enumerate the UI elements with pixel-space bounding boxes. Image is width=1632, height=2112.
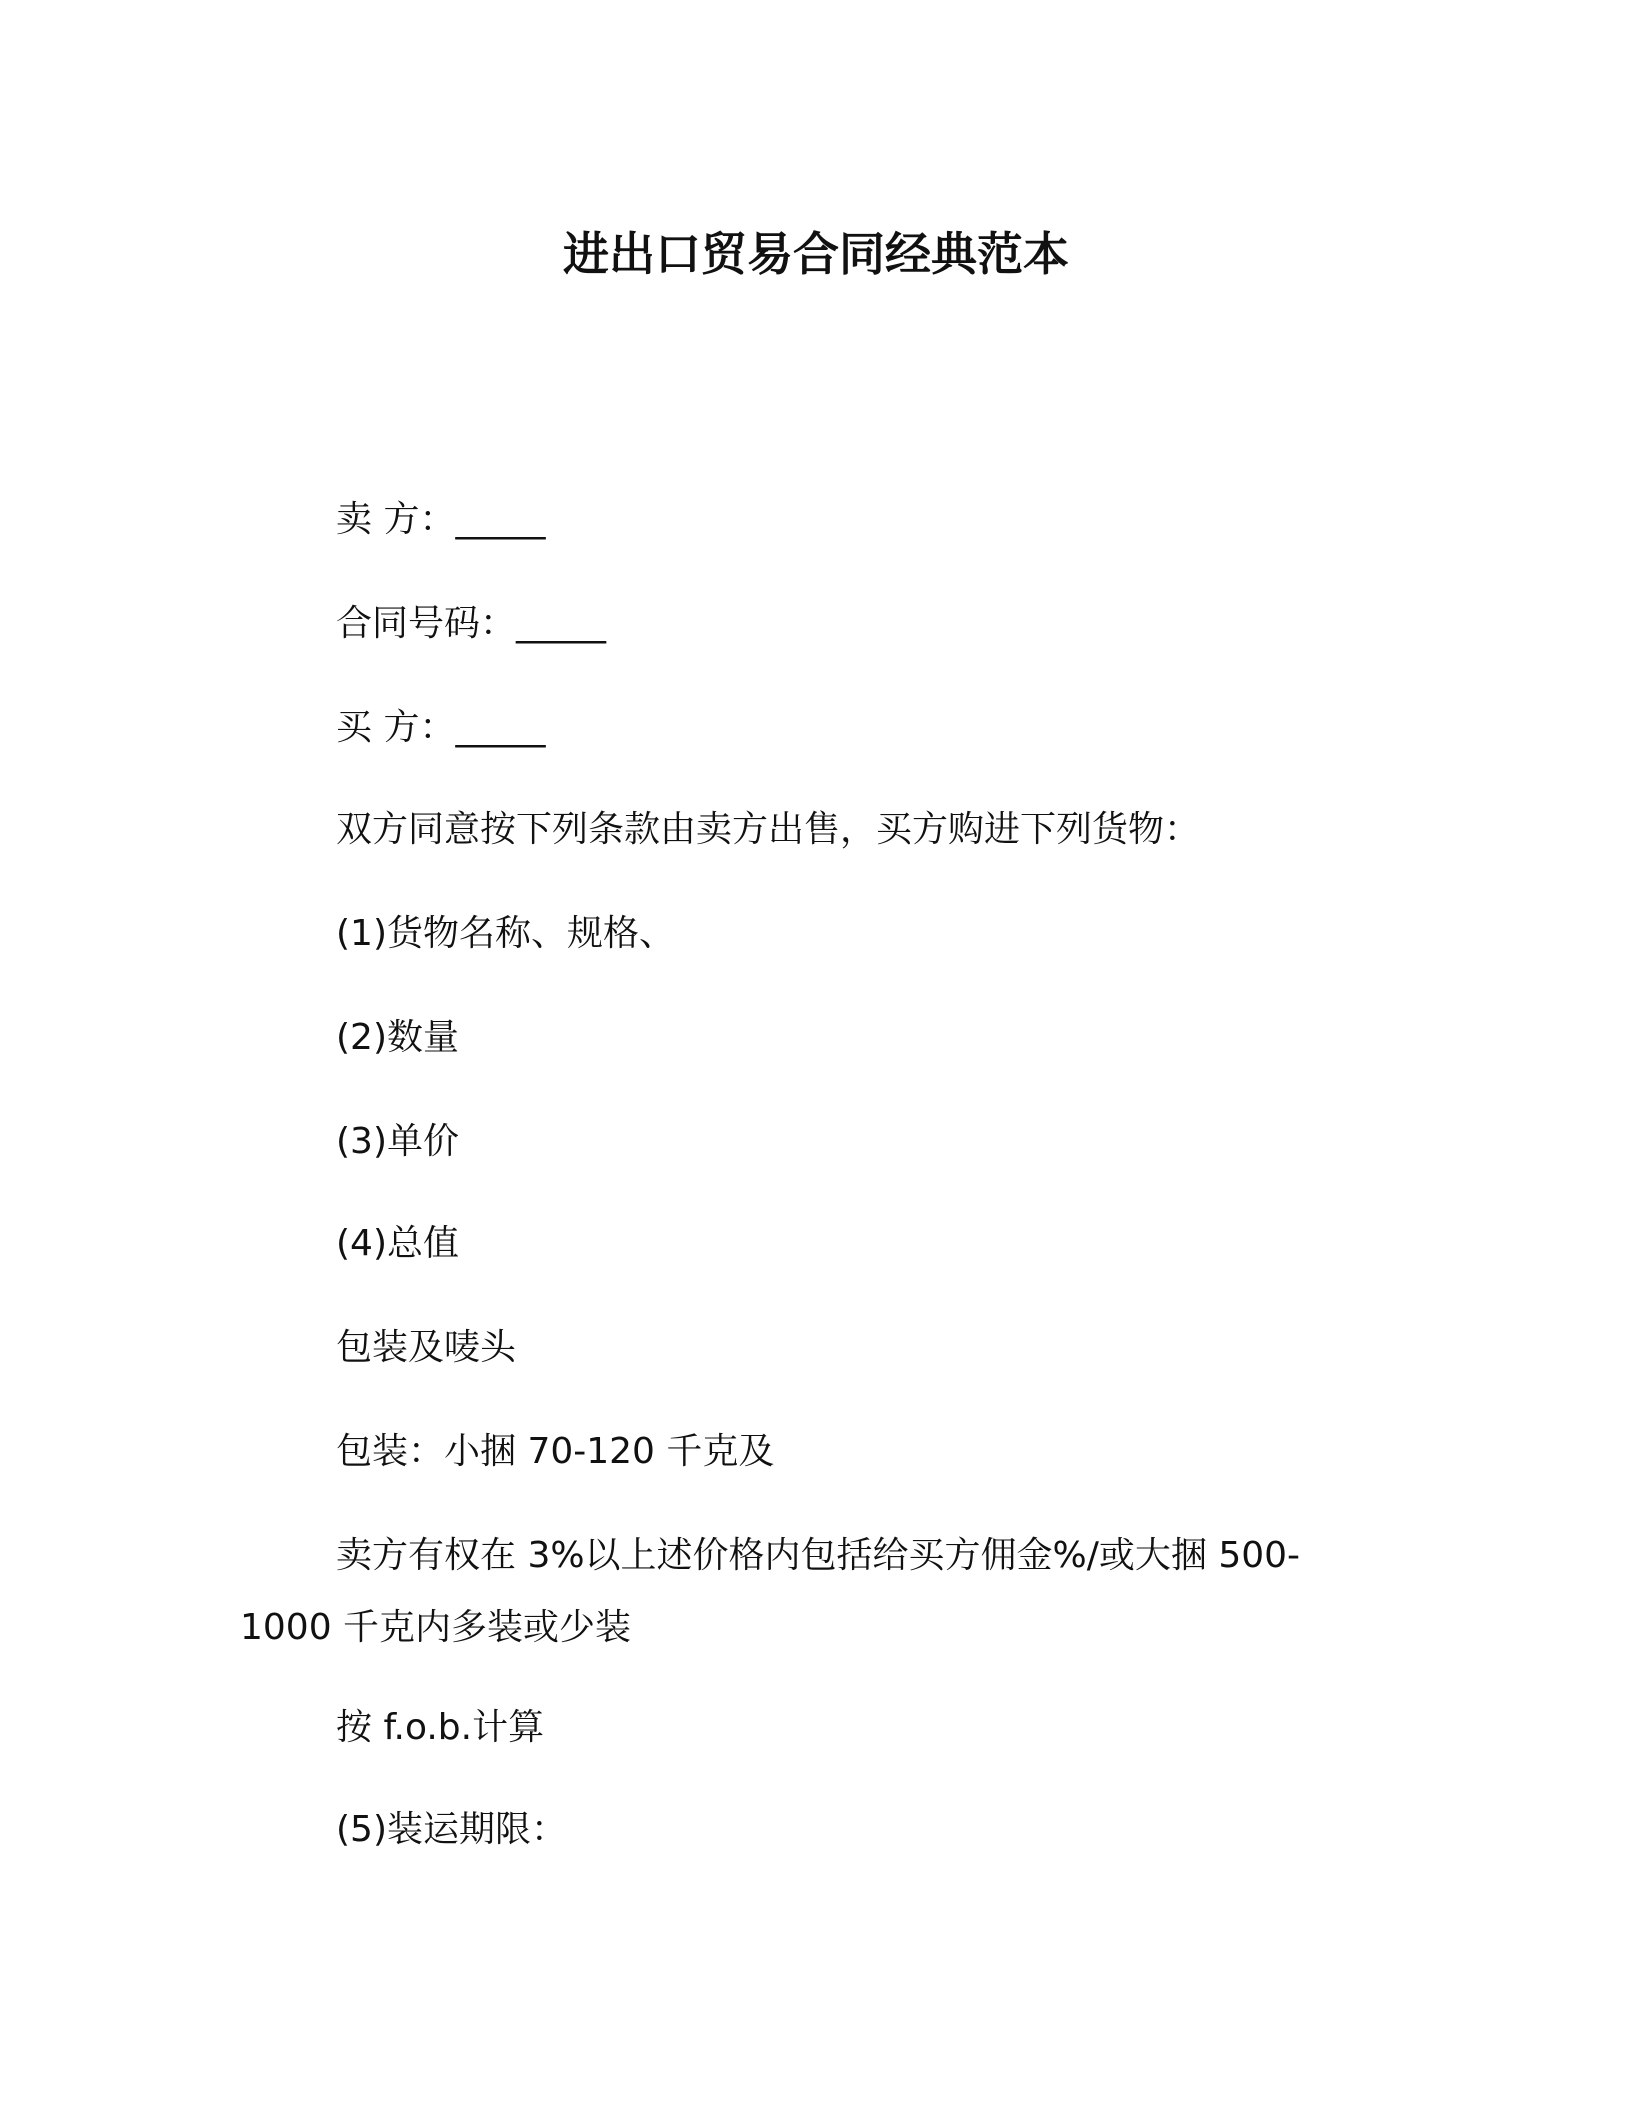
total-value-line: (4)总值 [336,1223,459,1264]
seller-line: 卖 方：_____ [336,499,546,540]
quantity-line: (2)数量 [336,1017,459,1058]
fob-line: 按 f.o.b.计算 [336,1707,545,1748]
document-title: 进出口贸易合同经典范本 [563,227,1069,281]
item-name-spec-line: (1)货物名称、规格、 [336,913,675,954]
packing-line: 包装：小捆 70-120 千克及 [336,1431,775,1472]
tolerance-paragraph: 卖方有权在 3%以上述价格内包括给买方佣金%/或大捆 500-1000 千克内多装或少装 [240,1535,1301,1648]
contract-number-line: 合同号码：_____ [336,603,607,644]
agreement-line: 双方同意按下列条款由卖方出售，买方购进下列货物： [336,809,1201,850]
unit-price-line: (3)单价 [336,1121,459,1162]
buyer-line: 买 方：_____ [336,707,546,748]
shipment-period-line: (5)装运期限： [336,1809,567,1850]
packing-marks-line: 包装及唛头 [336,1327,517,1368]
